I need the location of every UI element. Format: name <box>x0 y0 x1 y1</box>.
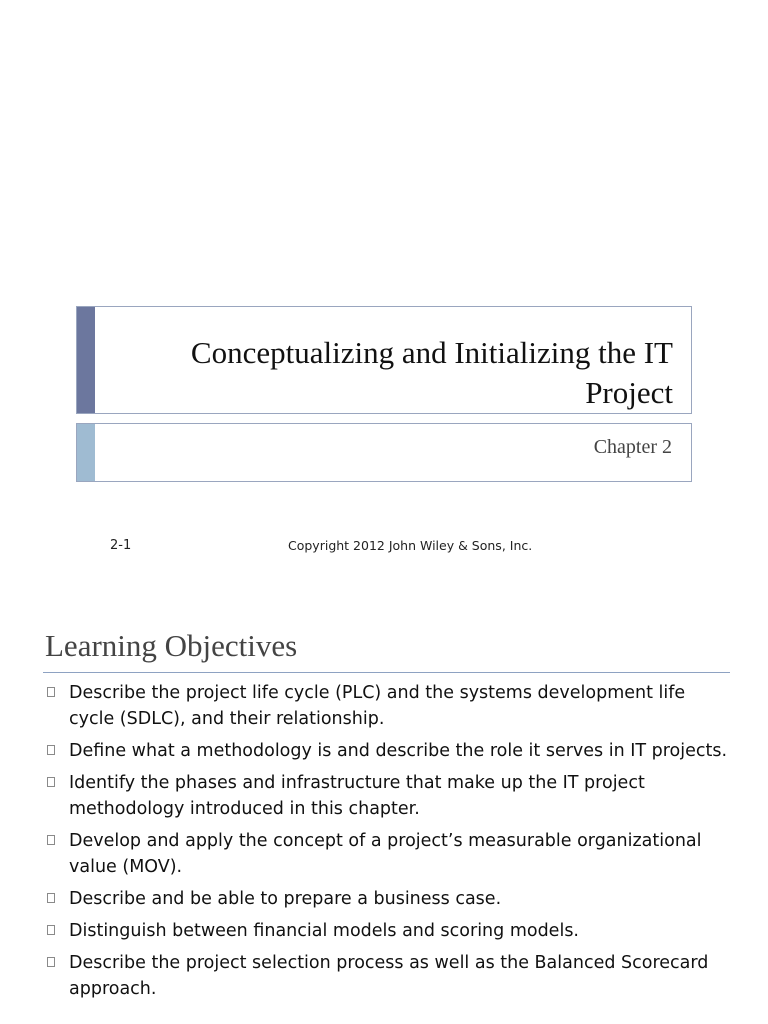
square-bullet-icon <box>47 835 55 845</box>
slide-title: Conceptualizing and Initializing the IT Project <box>190 335 673 410</box>
slide-number: 2-1 <box>110 538 132 553</box>
objective-text: Describe the project life cycle (PLC) and the systems development life cycle (SDLC), and their relationship. <box>69 683 686 729</box>
list-item <box>45 886 735 912</box>
square-bullet-icon <box>47 687 55 697</box>
objective-text: Develop and apply the concept of a project’s measurable organizational value (MOV). <box>69 831 702 877</box>
objective-text: Describe the project selection process as well as the Balanced Scorecard approach. <box>69 953 709 999</box>
list-item <box>45 680 735 732</box>
list-item <box>45 918 735 944</box>
slide-subtitle: Chapter 2 <box>593 436 672 458</box>
slide-heading: Learning Objectives <box>45 628 298 663</box>
subtitle-accent-bar <box>77 424 95 481</box>
objective-text: Describe and be able to prepare a business case. <box>69 889 502 909</box>
list-item <box>45 770 735 822</box>
objectives-list <box>45 680 735 1008</box>
objective-text: Define what a methodology is and describe the role it serves in IT projects. <box>69 741 728 761</box>
list-item <box>45 828 735 880</box>
square-bullet-icon <box>47 957 55 967</box>
square-bullet-icon <box>47 777 55 787</box>
list-item <box>45 738 735 764</box>
square-bullet-icon <box>47 745 55 755</box>
subtitle-box <box>76 423 692 482</box>
list-item <box>45 950 735 1002</box>
square-bullet-icon <box>47 925 55 935</box>
square-bullet-icon <box>47 893 55 903</box>
title-box <box>76 306 692 414</box>
objective-text: Distinguish between financial models and scoring models. <box>69 921 579 941</box>
heading-divider <box>43 672 730 673</box>
learning-objectives-slide <box>0 600 768 1024</box>
objective-text: Identify the phases and infrastructure that make up the IT project methodology introduced in this chapter. <box>69 773 645 819</box>
title-accent-bar <box>77 307 95 413</box>
copyright-text: Copyright 2012 John Wiley & Sons, Inc. <box>288 538 533 553</box>
